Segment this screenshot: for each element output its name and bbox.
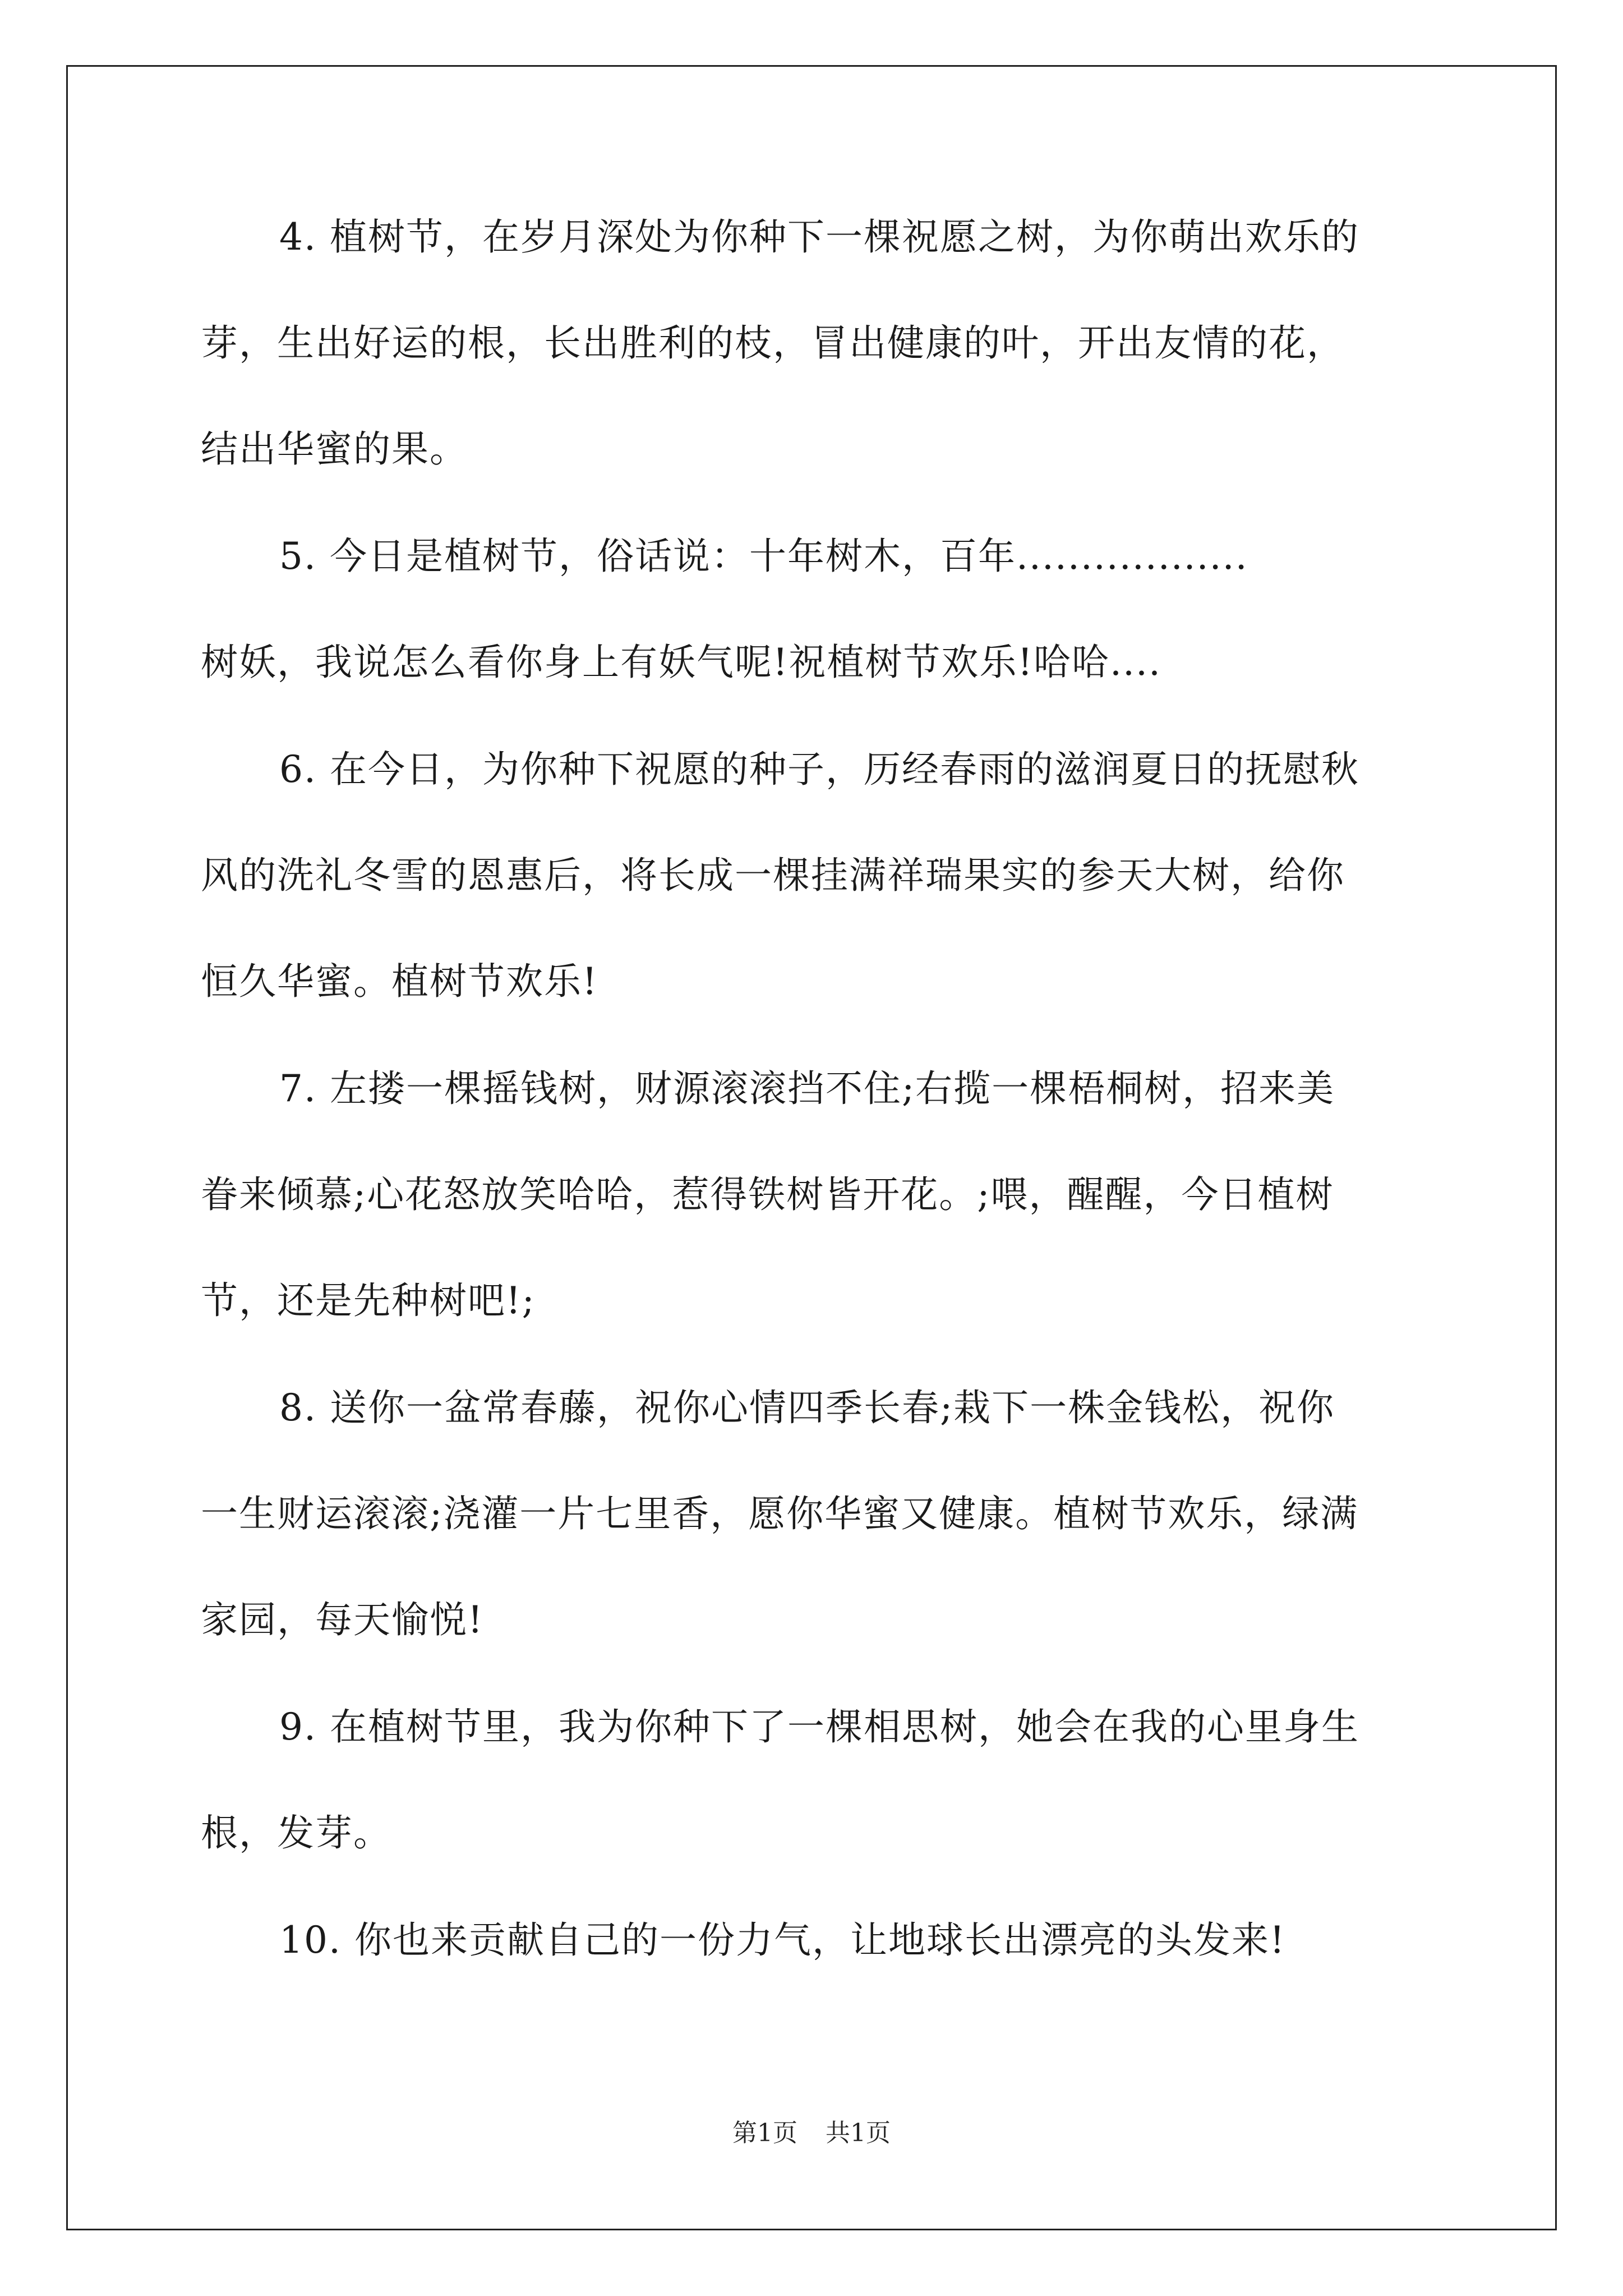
paragraph-line: 风的洗礼冬雪的恩惠后，将长成一棵挂满祥瑞果实的参天大树，给你 bbox=[201, 854, 1345, 897]
paragraph-7 bbox=[201, 1067, 1474, 1322]
paragraph-4 bbox=[201, 215, 1474, 471]
paragraph-line: 一生财运滚滚;浇灌一片七里香，愿你华蜜又健康。植树节欢乐，绿满 bbox=[201, 1492, 1359, 1535]
paragraph-line: 5. 今日是植树节，俗话说：十年树木，百年.................. bbox=[279, 535, 1248, 578]
paragraph-line: 眷来倾慕;心花怒放笑哈哈，惹得铁树皆开花。;喂，醒醒，今日植树 bbox=[201, 1173, 1334, 1216]
paragraph-10 bbox=[201, 1918, 1474, 1962]
current-page-label: 第1页 bbox=[732, 2119, 797, 2147]
paragraph-line: 10. 你也来贡献自己的一份力气，让地球长出漂亮的头发来! bbox=[279, 1918, 1286, 1962]
document-body bbox=[201, 215, 1474, 1962]
paragraph-line: 4. 植树节，在岁月深处为你种下一棵祝愿之树，为你萌出欢乐的 bbox=[279, 215, 1359, 259]
paragraph-line: 9. 在植树节里，我为你种下了一棵相思树，她会在我的心里身生 bbox=[279, 1705, 1359, 1749]
paragraph-line: 根，发芽。 bbox=[201, 1811, 391, 1855]
paragraph-6 bbox=[201, 748, 1474, 1003]
paragraph-line: 芽，生出好运的根，长出胜利的枝，冒出健康的叶，开出友情的花， bbox=[201, 321, 1345, 365]
paragraph-line: 家园，每天愉悦! bbox=[201, 1598, 484, 1641]
paragraph-5 bbox=[201, 535, 1474, 684]
paragraph-line: 6. 在今日，为你种下祝愿的种子，历经春雨的滋润夏日的抚慰秋 bbox=[279, 748, 1359, 791]
paragraph-8 bbox=[201, 1386, 1474, 1641]
paragraph-line: 恒久华蜜。植树节欢乐! bbox=[201, 960, 598, 1003]
paragraph-line: 8. 送你一盆常春藤，祝你心情四季长春;栽下一株金钱松，祝你 bbox=[279, 1386, 1335, 1429]
total-pages-label: 共1页 bbox=[826, 2119, 891, 2147]
paragraph-line: 结出华蜜的果。 bbox=[201, 427, 468, 471]
page-footer bbox=[0, 2119, 1623, 2147]
paragraph-line: 7. 左搂一棵摇钱树，财源滚滚挡不住;右揽一棵梧桐树，招来美 bbox=[279, 1067, 1335, 1110]
paragraph-line: 节，还是先种树吧!; bbox=[201, 1279, 536, 1322]
paragraph-line: 树妖，我说怎么看你身上有妖气呢!祝植树节欢乐!哈哈.... bbox=[201, 641, 1161, 684]
paragraph-9 bbox=[201, 1705, 1474, 1855]
